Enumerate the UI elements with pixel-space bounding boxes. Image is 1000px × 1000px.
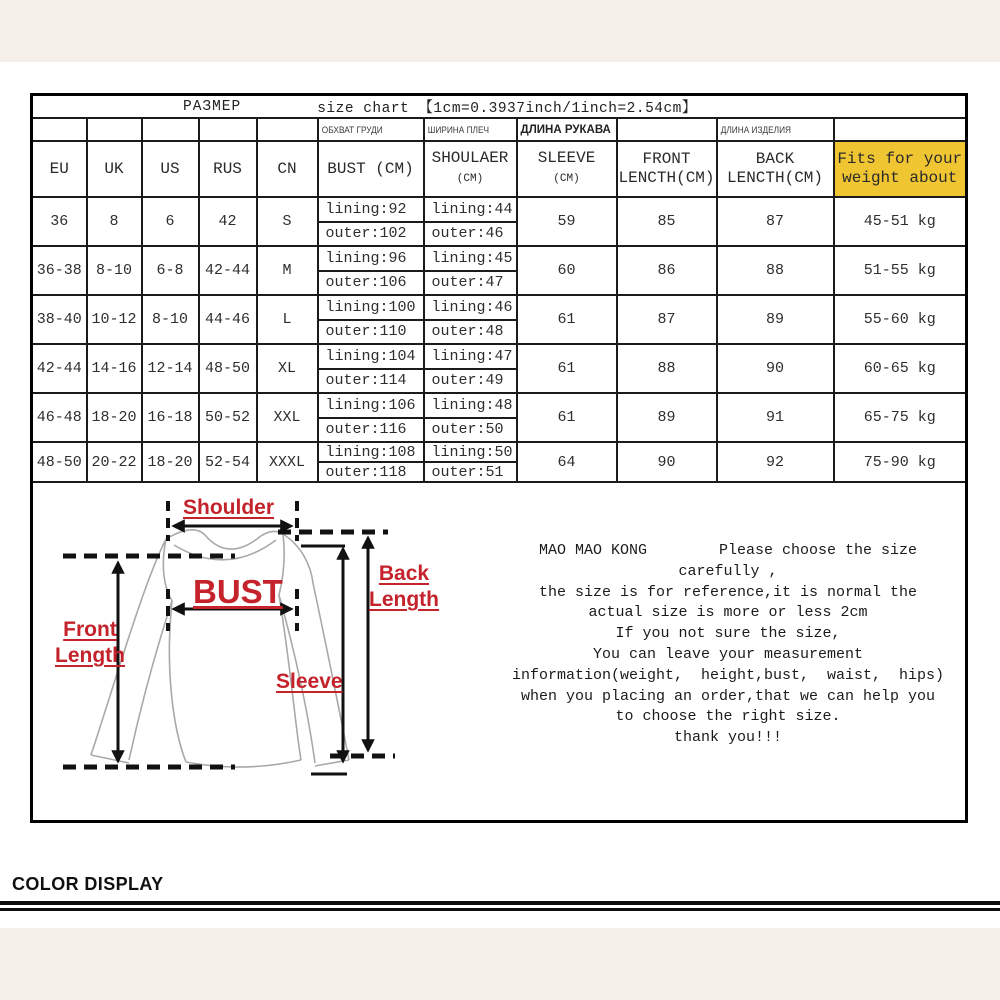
empty-cell <box>32 118 87 141</box>
empty-cell <box>617 118 717 141</box>
uk-value: 20-22 <box>87 442 142 482</box>
size-row-s <box>32 197 967 246</box>
header-eu: EU <box>32 141 87 197</box>
table-title-row <box>32 95 967 119</box>
sleeve-value: 64 <box>517 442 617 482</box>
bottom-beige-band <box>0 928 1000 1000</box>
size-chart-table <box>30 93 968 823</box>
size-note-text: MAO MAO KONG Please choose the size carefully , the size is for reference,it is normal the actual size is more or less 2cm If you not sure the size, You can leave your measurement information(weight, height,bust, waist, hips) when you placing an order,that we can help you to choose the right size. thank you!!! <box>511 542 945 747</box>
eu-value: 36-38 <box>32 246 87 295</box>
bust-cell: lining:100 outer:110 <box>318 295 424 344</box>
header-fits-weight: Fits for your weight about <box>834 141 967 197</box>
bust-cell: lining:96 outer:106 <box>318 246 424 295</box>
weight-value: 55-60 kg <box>834 295 967 344</box>
ru-shoulder-label: ШИРИНА ПЛЕЧ <box>427 125 489 135</box>
back-length-value: 92 <box>717 442 834 482</box>
us-value: 6 <box>142 197 199 246</box>
title-razmer: РАЗМЕР <box>183 98 242 115</box>
sleeve-value: 59 <box>517 197 617 246</box>
rus-value: 48-50 <box>199 344 257 393</box>
cn-value: L <box>257 295 318 344</box>
eu-value: 48-50 <box>32 442 87 482</box>
shoulder-label: Shoulder <box>183 496 275 519</box>
size-row-m <box>32 246 967 295</box>
measurement-diagram <box>33 483 965 820</box>
front-length-value: 87 <box>617 295 717 344</box>
front-length-value: 89 <box>617 393 717 442</box>
us-value: 18-20 <box>142 442 199 482</box>
front-length-label: Front Length <box>55 618 125 667</box>
header-cn: CN <box>257 141 318 197</box>
cn-value: XXL <box>257 393 318 442</box>
ru-sleeve-label: ДЛИНА РУКАВА <box>520 124 611 136</box>
front-length-value: 85 <box>617 197 717 246</box>
header-uk: UK <box>87 141 142 197</box>
header-bust: BUST (CM) <box>318 141 424 197</box>
header-us: US <box>142 141 199 197</box>
rus-value: 50-52 <box>199 393 257 442</box>
bust-cell: lining:108 outer:118 <box>318 442 424 482</box>
sleeve-value: 61 <box>517 393 617 442</box>
size-row-xxxl <box>32 442 967 482</box>
shoulder-cell: lining:47 outer:49 <box>424 344 517 393</box>
color-display-heading: COLOR DISPLAY <box>12 874 164 894</box>
rus-value: 42 <box>199 197 257 246</box>
eu-value: 38-40 <box>32 295 87 344</box>
eu-value: 42-44 <box>32 344 87 393</box>
shoulder-cell: lining:46 outer:48 <box>424 295 517 344</box>
bust-label: BUST <box>193 573 283 610</box>
weight-value: 65-75 kg <box>834 393 967 442</box>
ru-bust-label: ОБХВАТ ГРУДИ <box>321 125 383 135</box>
rus-value: 42-44 <box>199 246 257 295</box>
divider-line-top <box>0 901 1000 905</box>
bust-cell: lining:92 outer:102 <box>318 197 424 246</box>
cn-value: XL <box>257 344 318 393</box>
divider-line-bottom <box>0 908 1000 911</box>
rus-value: 44-46 <box>199 295 257 344</box>
header-front-lencth: FRONT LENCTH(CM) <box>617 141 717 197</box>
header-sleeve: SLEEVE (CM) <box>517 141 617 197</box>
sleeve-value: 61 <box>517 344 617 393</box>
uk-value: 8-10 <box>87 246 142 295</box>
uk-value: 18-20 <box>87 393 142 442</box>
weight-value: 60-65 kg <box>834 344 967 393</box>
back-length-label: Back Length <box>369 562 439 611</box>
weight-value: 45-51 kg <box>834 197 967 246</box>
empty-cell <box>199 118 257 141</box>
us-value: 12-14 <box>142 344 199 393</box>
diagram-row <box>32 482 967 822</box>
top-beige-band <box>0 0 1000 62</box>
us-value: 16-18 <box>142 393 199 442</box>
cn-value: M <box>257 246 318 295</box>
empty-cell <box>142 118 199 141</box>
size-row-xl <box>32 344 967 393</box>
ru-length-label: ДЛИНА ИЗДЕЛИЯ <box>720 125 791 135</box>
size-row-l <box>32 295 967 344</box>
front-length-value: 90 <box>617 442 717 482</box>
column-header-row <box>32 141 967 197</box>
sleeve-value: 60 <box>517 246 617 295</box>
front-length-value: 88 <box>617 344 717 393</box>
sleeve-label: Sleeve <box>276 670 343 693</box>
uk-value: 10-12 <box>87 295 142 344</box>
back-length-value: 87 <box>717 197 834 246</box>
header-back-lencth: BACK LENCTH(CM) <box>717 141 834 197</box>
shoulder-cell: lining:48 outer:50 <box>424 393 517 442</box>
weight-value: 75-90 kg <box>834 442 967 482</box>
shoulder-cell: lining:45 outer:47 <box>424 246 517 295</box>
rus-value: 52-54 <box>199 442 257 482</box>
header-rus: RUS <box>199 141 257 197</box>
bust-cell: lining:106 outer:116 <box>318 393 424 442</box>
title-size-chart: size chart 【1cm=0.3937inch/1inch=2.54cm】 <box>317 101 697 117</box>
uk-value: 8 <box>87 197 142 246</box>
us-value: 6-8 <box>142 246 199 295</box>
us-value: 8-10 <box>142 295 199 344</box>
uk-value: 14-16 <box>87 344 142 393</box>
size-chart-frame <box>30 93 968 823</box>
back-length-value: 89 <box>717 295 834 344</box>
header-shoulaer: SHOULAER (CM) <box>424 141 517 197</box>
size-row-xxl <box>32 393 967 442</box>
bust-cell: lining:104 outer:114 <box>318 344 424 393</box>
shoulder-cell: lining:50 outer:51 <box>424 442 517 482</box>
shoulder-cell: lining:44 outer:46 <box>424 197 517 246</box>
eu-value: 36 <box>32 197 87 246</box>
russian-subheader-row <box>32 118 967 141</box>
back-length-value: 90 <box>717 344 834 393</box>
empty-cell <box>87 118 142 141</box>
empty-cell <box>257 118 318 141</box>
cn-value: XXXL <box>257 442 318 482</box>
front-length-value: 86 <box>617 246 717 295</box>
cn-value: S <box>257 197 318 246</box>
shirt-outline <box>91 530 349 767</box>
back-length-value: 88 <box>717 246 834 295</box>
eu-value: 46-48 <box>32 393 87 442</box>
weight-value: 51-55 kg <box>834 246 967 295</box>
back-length-value: 91 <box>717 393 834 442</box>
empty-cell <box>834 118 967 141</box>
sleeve-value: 61 <box>517 295 617 344</box>
